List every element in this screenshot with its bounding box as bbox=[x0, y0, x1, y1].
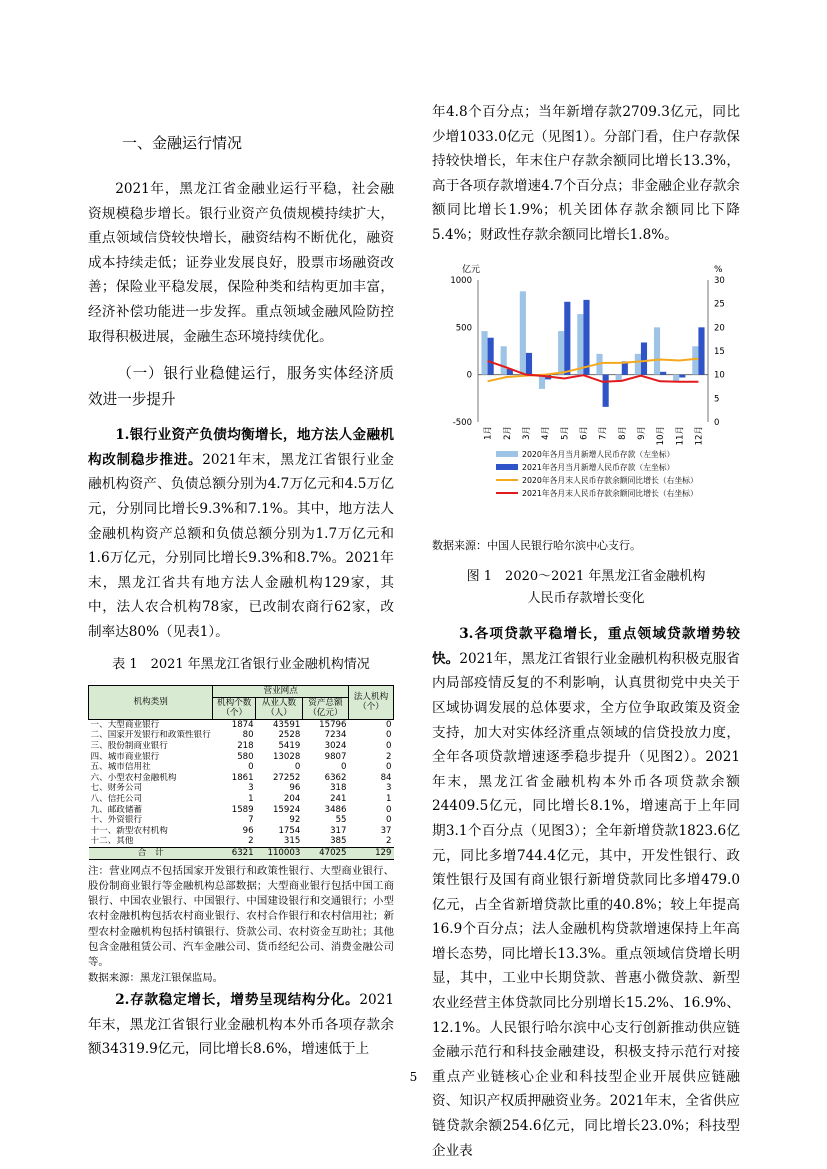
cell-name: 十、外资银行 bbox=[90, 815, 143, 826]
cell-legal: 0 bbox=[386, 741, 392, 752]
cell-staff: 92 bbox=[289, 815, 301, 826]
right-axis-label: % bbox=[714, 264, 723, 275]
table-note: 注：营业网点不包括国家开发银行和政策性银行、大型商业银行、股份制商业银行等金融机构总部数据；大型商业银行包括中国工商银行、中国农业银行、中国银行、中国建设银行和交通银行；小型农村金融机构包括农村商业银行、农村合作银行和农村信用社；新型农村金融机构包括村镇银行、贷款公司、农村资金互助社；其他包含金融租赁公司、汽车金融公司、货币经纪公司、消费金融公司等。 bbox=[88, 864, 394, 969]
header-assets: 资产总额（亿元） bbox=[302, 697, 348, 719]
cell-legal: 3 bbox=[386, 783, 392, 794]
cell-legal: 37 bbox=[380, 825, 392, 836]
subsection-title: （一）银行业稳健运行，服务实体经济质效进一步提升 bbox=[88, 365, 394, 409]
cell-assets: 318 bbox=[330, 783, 347, 794]
cell-staff: 43591 bbox=[272, 719, 301, 730]
cell-count: 1589 bbox=[231, 804, 254, 815]
cell-name: 一、大型商业银行 bbox=[90, 719, 160, 730]
bar-1-12 bbox=[692, 346, 698, 374]
table-row bbox=[89, 762, 394, 773]
cell-assets: 3486 bbox=[324, 804, 347, 815]
x-tick-label: 2月 bbox=[502, 425, 513, 440]
figure-source: 数据来源：中国人民银行哈尔滨中心支行。 bbox=[432, 538, 641, 552]
table-body bbox=[89, 719, 394, 859]
x-tick-label: 9月 bbox=[636, 425, 647, 440]
deposit-chart-svg bbox=[432, 256, 740, 524]
cell-count: 1861 bbox=[231, 772, 254, 783]
bar-2-6 bbox=[583, 299, 589, 374]
cell-name: 六、小型农村金融机构 bbox=[90, 772, 177, 783]
paragraph-2-body-left: 2021年末，黑龙江省银行业金融机构本外币各项存款余额34319.9亿元，同比增长8.6%，增速低于上 bbox=[88, 991, 394, 1058]
cell-count: 580 bbox=[237, 751, 254, 762]
right-tick-label: 15 bbox=[714, 346, 725, 357]
bar-2-1 bbox=[488, 337, 494, 374]
page-number: 5 bbox=[409, 1070, 418, 1084]
right-tick-label: 5 bbox=[714, 393, 720, 404]
cell-legal: 0 bbox=[386, 815, 392, 826]
bar-2-11 bbox=[679, 374, 685, 377]
cell-name: 九、邮政储蓄 bbox=[90, 804, 143, 815]
cell-legal: 129 bbox=[349, 848, 394, 860]
line-series-2 bbox=[488, 361, 699, 382]
legend-label-4: 2021年各月末人民币存款余额同比增长（右坐标） bbox=[522, 488, 698, 498]
cell-staff: 15924 bbox=[272, 804, 301, 815]
cell-name: 十二、其他 bbox=[90, 836, 134, 847]
section-title: 一、金融运行情况 bbox=[122, 134, 243, 152]
cell-legal: 0 bbox=[386, 730, 392, 741]
cell-assets: 0 bbox=[341, 762, 347, 773]
table-row bbox=[89, 719, 394, 730]
cell-assets: 55 bbox=[335, 815, 347, 826]
right-tick-label: 30 bbox=[714, 275, 725, 286]
cell-legal: 0 bbox=[386, 762, 392, 773]
cell-name: 二、国家开发银行和政策性银行 bbox=[90, 730, 211, 741]
x-tick-label: 3月 bbox=[521, 425, 532, 440]
table-row bbox=[89, 773, 394, 784]
legend-label-1: 2020年各月当月新增人民币存款（左坐标） bbox=[522, 449, 675, 459]
cell-count: 0 bbox=[248, 762, 254, 773]
bar-2-3 bbox=[526, 352, 532, 374]
cell-legal: 2 bbox=[386, 751, 392, 762]
left-column bbox=[88, 177, 394, 1062]
x-tick-label: 12月 bbox=[694, 425, 705, 445]
right-tick-label: 10 bbox=[714, 370, 725, 381]
x-tick-label: 1月 bbox=[483, 425, 494, 440]
cell-staff: 96 bbox=[289, 783, 301, 794]
cell-assets: 47025 bbox=[302, 848, 348, 860]
cell-legal: 0 bbox=[386, 804, 392, 815]
right-column bbox=[432, 100, 740, 1163]
bar-2-9 bbox=[641, 342, 647, 374]
cell-name: 五、城市信用社 bbox=[90, 762, 151, 773]
cell-staff: 5419 bbox=[278, 741, 301, 752]
cell-count: 96 bbox=[242, 825, 254, 836]
cell-legal: 84 bbox=[380, 772, 392, 783]
cell-count: 1 bbox=[248, 794, 254, 805]
table-total-row bbox=[89, 848, 394, 860]
table-row bbox=[89, 752, 394, 763]
x-tick-label: 11月 bbox=[675, 425, 686, 445]
header-legal: 法人机构（个） bbox=[349, 686, 394, 720]
cell-name: 四、城市商业银行 bbox=[90, 751, 160, 762]
cell-count: 3 bbox=[248, 783, 254, 794]
cell-count: 2 bbox=[248, 836, 254, 847]
cell-name: 三、股份制商业银行 bbox=[90, 741, 168, 752]
cell-staff: 2528 bbox=[278, 730, 301, 741]
right-tick-label: 25 bbox=[714, 299, 725, 310]
x-tick-label: 8月 bbox=[617, 425, 628, 440]
header-staff: 从业人数（人） bbox=[256, 697, 303, 719]
left-tick-label: 500 bbox=[455, 322, 472, 333]
deposit-chart bbox=[432, 256, 740, 528]
cell-count: 1874 bbox=[231, 719, 254, 730]
bar-2-12 bbox=[698, 327, 704, 374]
right-tick-label: 0 bbox=[714, 417, 720, 428]
bar-2-7 bbox=[603, 374, 609, 406]
bar-1-5 bbox=[558, 331, 564, 375]
left-tick-label: 1000 bbox=[450, 275, 472, 286]
left-axis-label: 亿元 bbox=[462, 264, 481, 275]
header-group: 营业网点 bbox=[213, 686, 349, 698]
legend-label-3: 2020年各月末人民币存款余额同比增长（右坐标） bbox=[522, 475, 698, 485]
bar-1-9 bbox=[635, 353, 641, 374]
paragraph-2 bbox=[88, 988, 394, 1062]
table-source: 数据来源：黑龙江银保监局。 bbox=[88, 971, 224, 984]
bar-1-8 bbox=[616, 374, 622, 380]
cell-staff: 0 bbox=[294, 762, 301, 773]
table-row bbox=[89, 826, 394, 837]
table-row bbox=[89, 730, 394, 741]
paragraph-3-title: 3.各项贷款平稳增长，重点领域贷款增势较快。 bbox=[432, 626, 740, 667]
cell-assets: 6362 bbox=[324, 772, 347, 783]
x-tick-label: 7月 bbox=[598, 425, 609, 440]
table-caption: 表 1 2021 年黑龙江省银行业金融机构情况 bbox=[112, 656, 370, 672]
bar-1-1 bbox=[481, 331, 487, 375]
legend-swatch-1 bbox=[496, 451, 518, 457]
x-tick-label: 6月 bbox=[579, 425, 590, 440]
table-row bbox=[89, 815, 394, 826]
cell-legal: 0 bbox=[386, 719, 392, 730]
right-tick-label: 20 bbox=[714, 322, 725, 333]
cell-name: 八、信托公司 bbox=[90, 794, 143, 805]
bar-2-5 bbox=[564, 301, 570, 374]
bar-2-10 bbox=[660, 371, 666, 374]
x-tick-label: 4月 bbox=[541, 425, 552, 440]
cell-staff: 315 bbox=[283, 836, 301, 847]
cell-assets: 15796 bbox=[319, 719, 347, 730]
cell-staff: 204 bbox=[283, 794, 301, 805]
cell-assets: 9807 bbox=[324, 751, 347, 762]
left-tick-label: 0 bbox=[466, 370, 472, 381]
left-tick-label: -500 bbox=[452, 417, 472, 428]
cell-name: 十一、新型农村机构 bbox=[90, 825, 168, 836]
header-category: 机构类别 bbox=[89, 686, 213, 720]
cell-count: 80 bbox=[242, 730, 254, 741]
legend-label-2: 2021年各月当月新增人民币存款（左坐标） bbox=[522, 462, 675, 472]
cell-assets: 385 bbox=[330, 836, 347, 847]
bar-1-2 bbox=[501, 346, 507, 374]
cell-legal: 1 bbox=[386, 794, 392, 805]
cell-count: 218 bbox=[237, 741, 254, 752]
x-tick-label: 10月 bbox=[656, 425, 667, 445]
cell-assets: 241 bbox=[330, 794, 347, 805]
table-row bbox=[89, 783, 394, 794]
table-row bbox=[89, 741, 394, 752]
paragraph-2-title: 2.存款稳定增长，增势呈现结构分化。 bbox=[115, 991, 360, 1008]
paragraph-1-title: 1.银行业资产负债均衡增长，地方法人金融机构改制稳步推进。 bbox=[88, 427, 394, 468]
bar-1-3 bbox=[520, 291, 526, 374]
cell-staff: 110003 bbox=[256, 848, 303, 860]
paragraph-1 bbox=[88, 423, 394, 644]
table-row bbox=[89, 794, 394, 805]
bank-institutions-table bbox=[88, 685, 394, 860]
table-row bbox=[89, 805, 394, 816]
paragraph-2-continued: 年4.8个百分点；当年新增存款2709.3亿元，同比少增1033.0亿元（见图1）。分部门看，住户存款保持较快增长，年末住户存款余额同比增长13.3%，高于各项存款增速4.7个百分点；非金融企业存款余额同比增长1.9%；机关团体存款余额同比下降5.4%；财政性存款余额同比增长1.8%。 bbox=[432, 104, 740, 243]
cell-count: 7 bbox=[248, 815, 254, 826]
cell-assets: 7234 bbox=[324, 730, 347, 741]
cell-assets: 3024 bbox=[324, 741, 347, 752]
cell-staff: 1754 bbox=[278, 825, 301, 836]
cell-assets: 317 bbox=[330, 825, 347, 836]
legend-swatch-2 bbox=[496, 464, 518, 470]
table-row bbox=[89, 836, 394, 847]
cell-legal: 2 bbox=[386, 836, 392, 847]
cell-staff: 27252 bbox=[272, 772, 301, 783]
x-tick-label: 5月 bbox=[560, 425, 571, 440]
bar-1-10 bbox=[654, 327, 660, 374]
header-count: 机构个数（个） bbox=[213, 697, 256, 719]
bar-1-6 bbox=[577, 314, 583, 375]
cell-staff: 13028 bbox=[272, 751, 301, 762]
cell-name: 七、财务公司 bbox=[90, 783, 143, 794]
figure-caption: 图 1 2020～2021 年黑龙江省金融机构人民币存款增长变化 bbox=[466, 569, 706, 607]
cell-name: 合 计 bbox=[89, 848, 213, 860]
cell-count: 6321 bbox=[213, 848, 256, 860]
intro-paragraph: 2021年，黑龙江省金融业运行平稳，社会融资规模稳步增长。银行业资产负债规模持续扩大，重点领域信贷较快增长，融资结构不断优化，融资成本持续走低；证券业发展良好，股票市场融资改善；保险业平稳发展，保险种类和结构更加丰富，经济补偿功能进一步发挥。重点领域金融风险防控取得积极进展，金融生态环境持续优化。 bbox=[88, 181, 394, 345]
paragraph-1-body: 2021年末，黑龙江省银行业金融机构资产、负债总额分别为4.7万亿元和4.5万亿元，分别同比增长9.3%和7.1%。其中，地方法人金融机构资产总额和负债总额分别为1.7万亿元和1.6万亿元，分别同比增长9.3%和8.7%。2021年末，黑龙江省共有地方法人金融机构129家，其中，法人农合机构78家，已改制农商行62家，改制率达80%（见表1）。 bbox=[88, 451, 394, 640]
paragraph-3-body: 2021年，黑龙江省银行业金融机构积极克服省内局部疫情反复的不利影响，认真贯彻党中央关于区域协调发展的总体要求，全方位争取政策及资金支持，加大对实体经济重点领域的信贷投放力度，全年各项贷款增速逐季稳步提升（见图2）。2021年末，黑龙江省金融机构本外币各项贷款余额24409.5亿元，同比增长8.1%，增速高于上年同期3.1个百分点（见图3）；全年新增贷款1823.6亿元，同比多增744.4亿元，其中，开发性银行、政策性银行及国有商业银行新增贷款同比多增479.0亿元，占全省新增贷款比重的40.8%；较上年提高16.9个百分点；法人金融机构贷款增速保持上年高增长态势，同比增长13.3%。重点领域信贷增长明显，其中，工业中长期贷款、普惠小微贷款、新型农业经营主体贷款同比分别增长15.2%、16.9%、12.1%。人民银行哈尔滨中心支行创新推动供应链金融示范行和科技金融建设，积极支持示范行对接重点产业链核心企业和科技型企业开展供应链融资、知识产权质押融资业务。2021年末，全省供应链贷款余额254.6亿元，同比增长23.0%；科技型企业表 bbox=[432, 650, 741, 1159]
